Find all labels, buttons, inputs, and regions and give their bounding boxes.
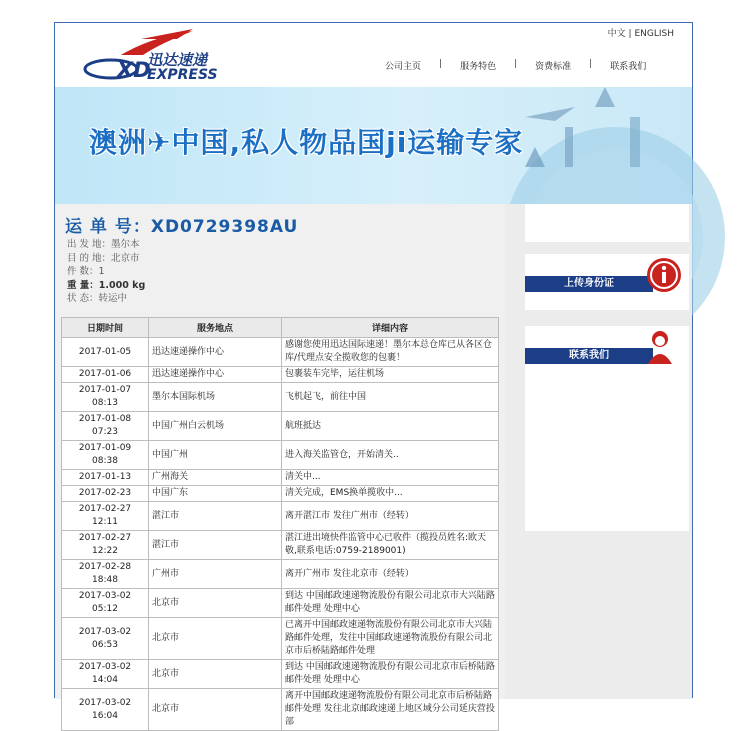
- nav-contact[interactable]: 联系我们: [610, 62, 647, 72]
- table-row: [62, 502, 499, 531]
- row-datetime: 2017-03-02 14:04: [62, 660, 149, 689]
- table-row: [62, 589, 499, 618]
- logo-xd-text: XD: [117, 58, 151, 82]
- row-detail: 进入海关监管仓，开始清关..: [282, 441, 499, 470]
- row-location: 广州市: [149, 560, 282, 589]
- row-datetime: 2017-01-09 08:38: [62, 441, 149, 470]
- row-datetime: 2017-01-05: [62, 338, 149, 367]
- page-frame: [54, 22, 693, 727]
- nav-services[interactable]: 服务特色: [460, 62, 497, 72]
- row-detail: 已离开中国邮政速递物流股份有限公司北京市大兴陆路邮件处理，发往中国邮政速递物流股份有限公司北京市后桥陆路邮件处理: [282, 618, 499, 660]
- row-detail: 离开湛江市 发往广州市（经转）: [282, 502, 499, 531]
- row-location: 迅达速递操作中心: [149, 367, 282, 383]
- table-row: [62, 531, 499, 560]
- table-row: [62, 618, 499, 660]
- shipment-info: [67, 238, 145, 306]
- row-detail: 清关中...: [282, 470, 499, 486]
- nav-separator: |: [439, 59, 443, 69]
- row-datetime: 2017-02-27 12:11: [62, 502, 149, 531]
- table-row: [62, 486, 499, 502]
- row-location: 湛江市: [149, 531, 282, 560]
- table-row: [62, 412, 499, 441]
- table-row: [62, 660, 499, 689]
- header-datetime: 日期时间: [62, 318, 149, 338]
- company-logo[interactable]: [81, 25, 251, 87]
- upload-id-label[interactable]: 上传身份证: [525, 276, 653, 292]
- row-datetime: 2017-01-07 08:13: [62, 383, 149, 412]
- row-location: 广州海关: [149, 470, 282, 486]
- logo-cn-text: 迅达速递: [147, 51, 208, 69]
- sidebar-top-box: [525, 204, 689, 242]
- table-row: [62, 441, 499, 470]
- language-switcher: [608, 26, 674, 39]
- lang-english-link[interactable]: ENGLISH: [634, 29, 674, 39]
- row-location: 湛江市: [149, 502, 282, 531]
- table-header-row: [62, 318, 499, 338]
- row-detail: 感谢您使用迅达国际速递！墨尔本总仓库已从各区仓库/代理点安全揽收您的包裹！: [282, 338, 499, 367]
- table-row: [62, 383, 499, 412]
- row-location: 中国广州白云机场: [149, 412, 282, 441]
- customer-service-icon: [645, 328, 675, 364]
- banner-slogan: 澳洲✈中国,私人物品国ji运输专家: [89, 126, 524, 159]
- lang-separator: |: [628, 29, 632, 39]
- row-detail: 包裹装车完毕，运往机场: [282, 367, 499, 383]
- row-datetime: 2017-02-28 18:48: [62, 560, 149, 589]
- row-location: 中国广州: [149, 441, 282, 470]
- header-location: 服务地点: [149, 318, 282, 338]
- row-location: 北京市: [149, 660, 282, 689]
- nav-separator: |: [514, 59, 518, 69]
- row-detail: 离开广州市 发往北京市（经转）: [282, 560, 499, 589]
- row-location: 迅达速递操作中心: [149, 338, 282, 367]
- row-datetime: 2017-03-02 05:12: [62, 589, 149, 618]
- row-detail: 飞机起飞，前往中国: [282, 383, 499, 412]
- row-datetime: 2017-01-06: [62, 367, 149, 383]
- destination-text: 目 的 地：北京市: [67, 252, 140, 264]
- table-row: [62, 470, 499, 486]
- table-row: [62, 689, 499, 731]
- nav-home[interactable]: 公司主页: [385, 62, 422, 72]
- status-text: 状 态：转运中: [67, 293, 128, 305]
- lang-chinese-link[interactable]: 中文: [607, 29, 626, 39]
- nav-pricing[interactable]: 资费标准: [535, 62, 572, 72]
- tracking-panel: [55, 204, 505, 727]
- waybill-number: 运 单 号：XD0729398AU: [65, 217, 299, 237]
- weight-text: 重 量：1.000 kg: [67, 279, 146, 291]
- promo-banner: [55, 87, 692, 204]
- pieces-text: 件 数：1: [67, 266, 105, 278]
- row-detail: 清关完成，EMS换单揽收中...: [282, 486, 499, 502]
- row-detail: 航班抵达: [282, 412, 499, 441]
- row-detail: 湛江进出境快件监管中心已收件（揽投员姓名:欧天敬,联系电话:0759-2189001): [282, 531, 499, 560]
- row-location: 北京市: [149, 589, 282, 618]
- row-datetime: 2017-03-02 06:53: [62, 618, 149, 660]
- row-detail: 离开中国邮政速递物流股份有限公司北京市后桥陆路邮件处理 发往北京邮政速递上地区域分公司延庆营投部: [282, 689, 499, 731]
- row-datetime: 2017-03-02 16:04: [62, 689, 149, 731]
- row-datetime: 2017-01-13: [62, 470, 149, 486]
- sidebar: [505, 204, 692, 699]
- row-datetime: 2017-02-27 12:22: [62, 531, 149, 560]
- row-detail: 到达 中国邮政速递物流股份有限公司北京市大兴陆路邮件处理 处理中心: [282, 589, 499, 618]
- table-row: [62, 367, 499, 383]
- row-datetime: 2017-02-23: [62, 486, 149, 502]
- info-hand-icon: [647, 258, 681, 292]
- origin-text: 出 发 地：墨尔本: [67, 239, 140, 250]
- contact-us-label[interactable]: 联系我们: [525, 348, 653, 364]
- upload-id-widget[interactable]: [525, 254, 689, 310]
- contact-widget[interactable]: [525, 326, 689, 531]
- main-nav: [385, 59, 646, 72]
- tracking-table: [61, 317, 499, 731]
- logo-graphic: [81, 25, 251, 87]
- table-row: [62, 338, 499, 367]
- row-detail: 到达 中国邮政速递物流股份有限公司北京市后桥陆路邮件处理 处理中心: [282, 660, 499, 689]
- row-location: 北京市: [149, 618, 282, 660]
- nav-separator: |: [589, 59, 593, 69]
- row-location: 北京市: [149, 689, 282, 731]
- row-location: 墨尔本国际机场: [149, 383, 282, 412]
- row-datetime: 2017-01-08 07:23: [62, 412, 149, 441]
- table-row: [62, 560, 499, 589]
- row-location: 中国广东: [149, 486, 282, 502]
- logo-en-text: EXPRESS: [147, 67, 218, 83]
- header-detail: 详细内容: [282, 318, 499, 338]
